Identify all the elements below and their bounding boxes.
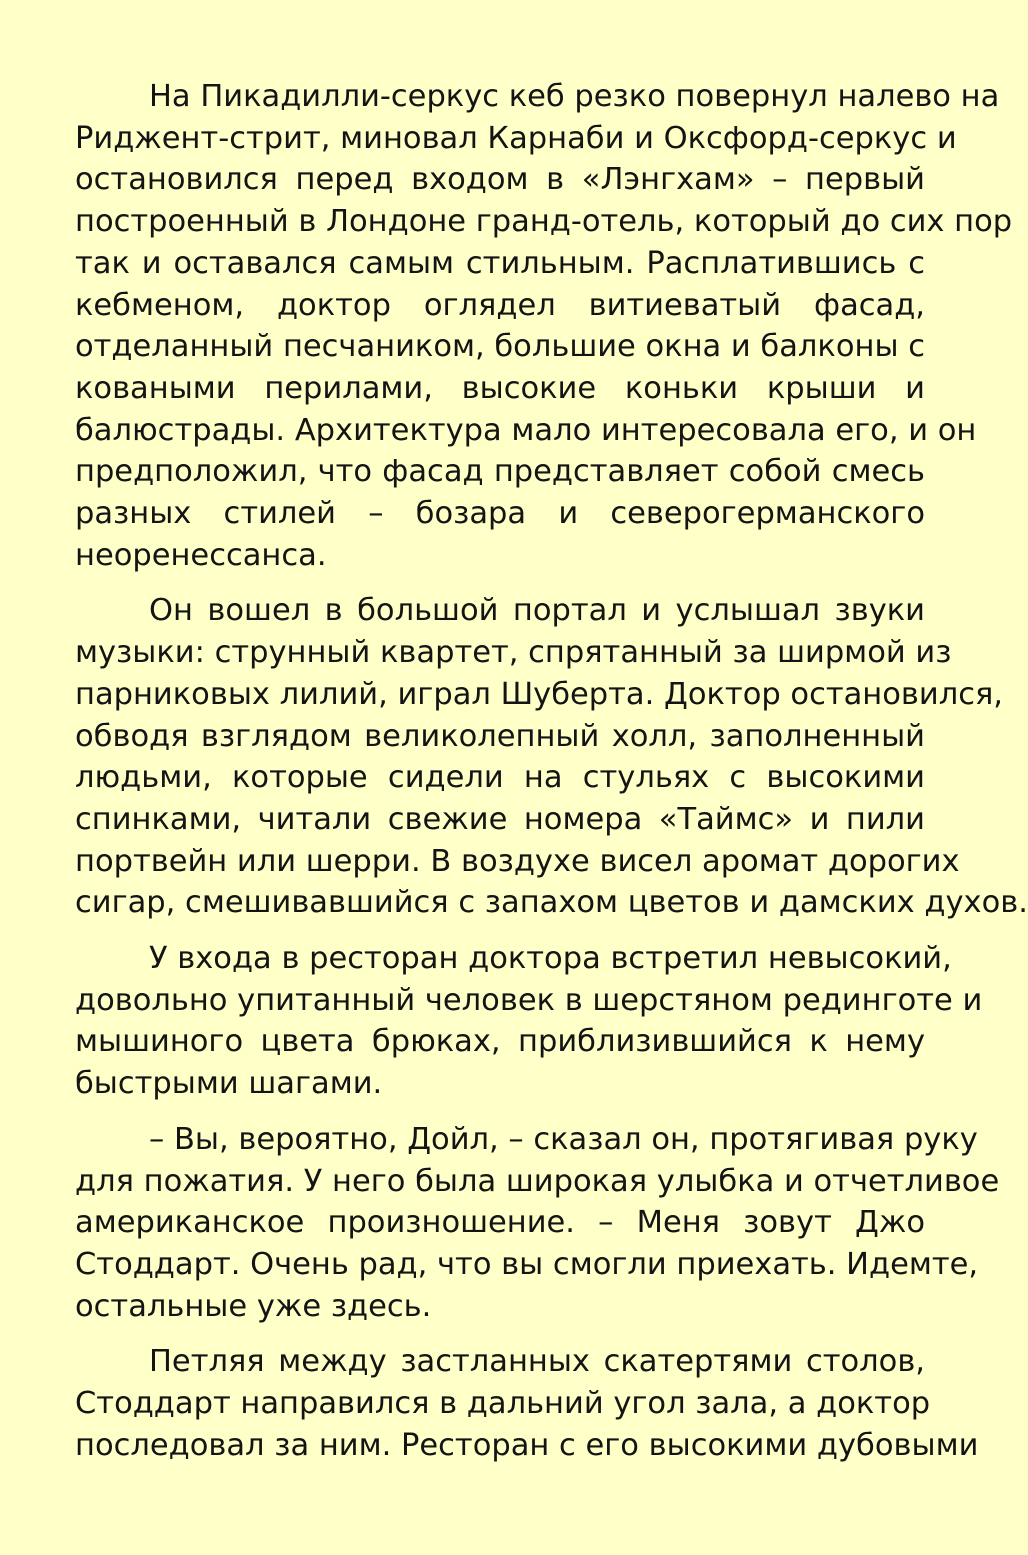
text-line: предположил, что фасад представляет собой смесь bbox=[75, 454, 925, 490]
text-line: последовал за ним. Ресторан с его высокими дубовыми bbox=[75, 1427, 979, 1463]
text-line: сигар, смешивавшийся с запахом цветов и дамских духов. bbox=[75, 885, 1028, 921]
paragraph-4 bbox=[75, 1119, 1000, 1328]
text-line: музыки: струнный квартет, спрятанный за ширмой из bbox=[75, 635, 952, 671]
text-line: Стоддарт. Очень рад, что вы смогли приехать. Идемте, bbox=[75, 1246, 979, 1282]
text-line: Стоддарт направился в дальний угол зала, а доктор bbox=[75, 1386, 931, 1422]
text-line: Петляя между застланных скатертями столов, bbox=[149, 1344, 925, 1380]
text-line: остальные уже здесь. bbox=[75, 1288, 432, 1324]
text-line: для пожатия. У него была широкая улыбка и отчетливое bbox=[75, 1163, 1000, 1199]
text-line: довольно упитанный человек в шерстяном рединготе и bbox=[75, 982, 983, 1018]
text-line: построенный в Лондоне гранд-отель, который до сих пор bbox=[75, 204, 1013, 240]
text-line: У входа в ресторан доктора встретил невысокий, bbox=[149, 941, 952, 977]
text-line: Риджент-стрит, миновал Карнаби и Оксфорд-серкус и bbox=[75, 120, 957, 156]
text-line: балюстрады. Архитектура мало интересовала его, и он bbox=[75, 412, 977, 448]
text-line: кебменом, доктор оглядел витиеватый фасад, bbox=[75, 287, 925, 323]
text-line: портвейн или шерри. В воздухе висел аромат дорогих bbox=[75, 843, 960, 879]
paragraph-1 bbox=[75, 76, 1013, 576]
text-line: быстрыми шагами. bbox=[75, 1066, 383, 1102]
text-line: так и оставался самым стильным. Расплатившись с bbox=[75, 245, 925, 281]
text-line: разных стилей – бозара и северогерманского bbox=[75, 496, 925, 532]
text-line: остановился перед входом в «Лэнгхам» – первый bbox=[75, 162, 925, 198]
text-line: коваными перилами, высокие коньки крыши и bbox=[75, 370, 925, 406]
text-line: людьми, которые сидели на стульях с высокими bbox=[75, 760, 925, 796]
text-line: мышиного цвета брюках, приблизившийся к нему bbox=[75, 1024, 925, 1060]
paragraph-2 bbox=[75, 590, 1028, 924]
text-line: спинками, читали свежие номера «Таймс» и пили bbox=[75, 801, 925, 837]
text-line: обводя взглядом великолепный холл, заполненный bbox=[75, 718, 925, 754]
text-line: Он вошел в большой портал и услышал звуки bbox=[149, 593, 925, 629]
text-line: отделанный песчаником, большие окна и балконы с bbox=[75, 329, 925, 365]
book-page bbox=[75, 76, 1028, 1476]
text-line: На Пикадилли-серкус кеб резко повернул налево на bbox=[149, 79, 1000, 114]
text-line: парниковых лилий, играл Шуберта. Доктор остановился, bbox=[75, 676, 1004, 712]
text-line: неоренессанса. bbox=[75, 537, 327, 573]
text-line: американское произношение. – Меня зовут Джо bbox=[75, 1205, 925, 1241]
paragraph-5 bbox=[75, 1341, 979, 1466]
text-line: – Вы, вероятно, Дойл, – сказал он, протягивая руку bbox=[149, 1121, 978, 1157]
paragraph-3 bbox=[75, 938, 983, 1105]
